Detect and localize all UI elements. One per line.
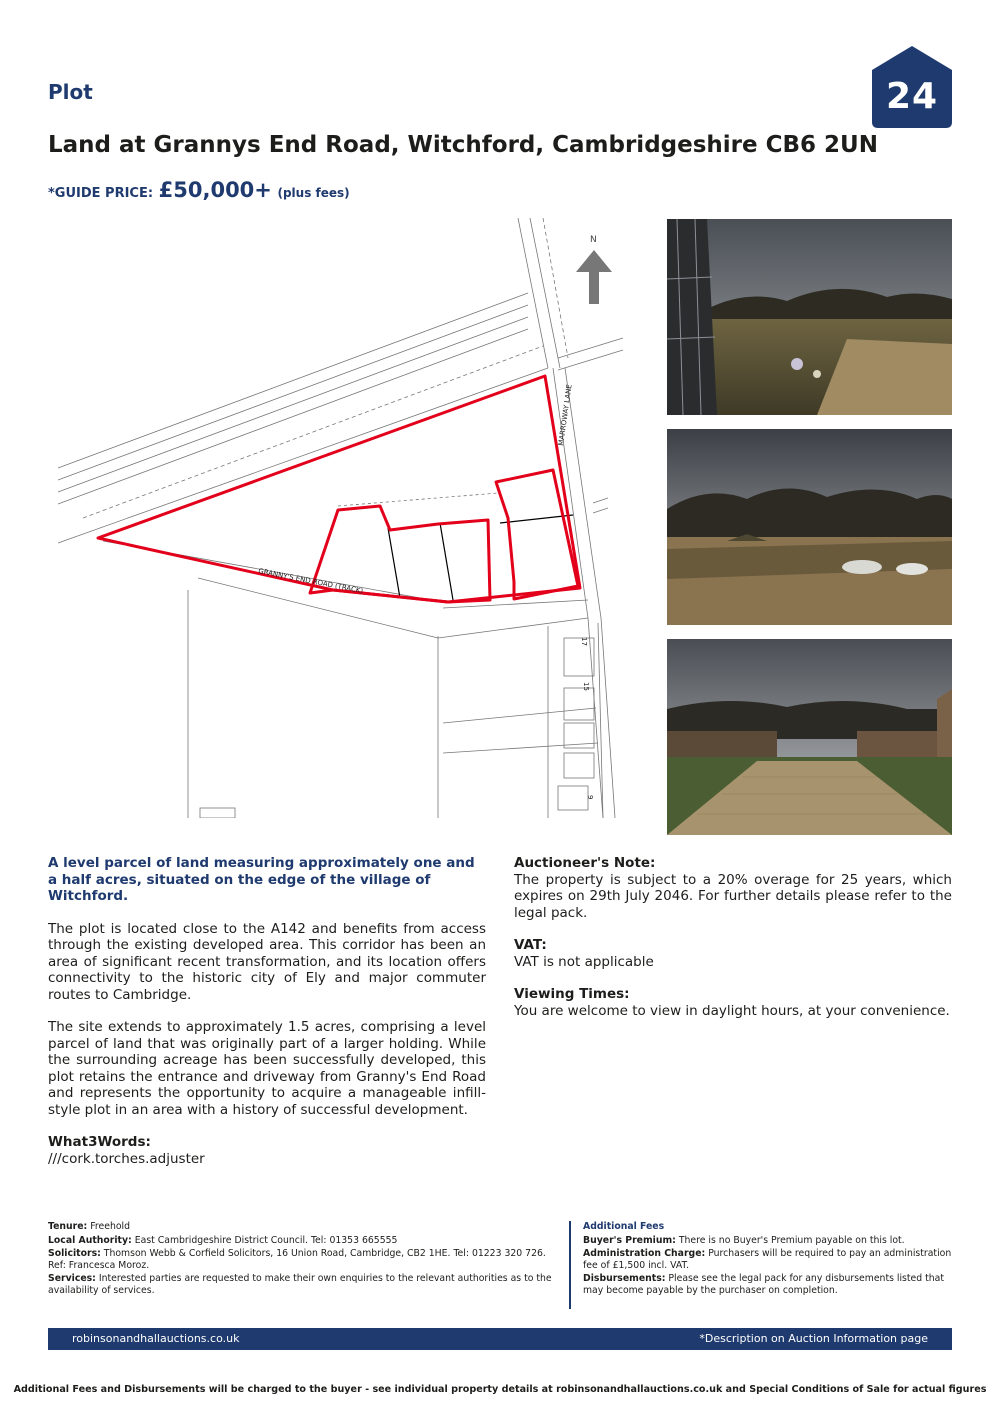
admin-value: Purchasers will be required to pay an administration fee of £1,500 incl. VAT. [583, 1248, 952, 1271]
house-number: 9 [586, 795, 594, 800]
solicitors-value: Thomson Webb & Corfield Solicitors, 16 Union Road, Cambridge, CB2 1HE. Tel: 01223 320 726. Ref: Francesca Moroz. [48, 1248, 546, 1271]
site-photo [667, 639, 952, 835]
property-details [48, 1221, 556, 1298]
guide-price-suffix: (plus fees) [277, 186, 350, 200]
road-label: GRANNY'S END ROAD (TRACK) [257, 567, 364, 596]
house-number: 15 [582, 682, 590, 691]
services-label: Services: [48, 1273, 96, 1284]
premium-label: Buyer's Premium: [583, 1234, 676, 1246]
notes-column [514, 855, 952, 1035]
guide-price [48, 178, 350, 202]
tenure-label: Tenure: [48, 1221, 88, 1232]
guide-price-amount: £50,000+ [158, 178, 272, 202]
site-photo [667, 429, 952, 625]
guide-price-label: *GUIDE PRICE: [48, 186, 154, 201]
solicitors-label: Solicitors: [48, 1248, 101, 1259]
website-link[interactable]: robinsonandhallauctions.co.uk [72, 1332, 240, 1345]
premium-value: There is no Buyer's Premium payable on this lot. [678, 1234, 905, 1246]
viewing-value: You are welcome to view in daylight hours, at your convenience. [514, 1002, 950, 1019]
what3words-label: What3Words: [48, 1134, 151, 1150]
tenure-value: Freehold [90, 1221, 131, 1232]
description-paragraph: The plot is located close to the A142 and benefits from access through the existing developed area. This corridor has been an area of significant recent transformation, and its location offers connectivity to the historic city of Ely and major commuter routes to Cambridge. [48, 920, 486, 1003]
disbursements-value: Please see the legal pack for any disbursements listed that may become payable by the purchaser on completion. [583, 1273, 945, 1296]
site-photo [667, 219, 952, 415]
viewing-label: Viewing Times: [514, 986, 630, 1002]
admin-label: Administration Charge: [583, 1248, 706, 1259]
authority-label: Local Authority: [48, 1234, 132, 1246]
lot-number: 24 [885, 76, 939, 117]
footer-divider [569, 1221, 571, 1309]
north-arrow-icon [576, 250, 612, 304]
house-number: 17 [580, 637, 588, 646]
additional-fees [583, 1221, 952, 1298]
page-category: Plot [48, 80, 93, 104]
fees-heading: Additional Fees [583, 1221, 665, 1232]
vat-value: VAT is not applicable [514, 953, 654, 970]
services-value: Interested parties are requested to make their own enquiries to the relevant authorities as to the availability of services. [48, 1273, 552, 1296]
auctioneer-note-value: The property is subject to a 20% overage for 25 years, which expires on 29th July 2046. For further details please refer to the legal pack. [514, 871, 952, 921]
disbursements-label: Disbursements: [583, 1273, 666, 1284]
auctioneer-note-label: Auctioneer's Note: [514, 855, 656, 871]
page-title: Land at Grannys End Road, Witchford, Cambridgeshire CB6 2UN [48, 132, 878, 158]
lead-paragraph: A level parcel of land measuring approximately one and a half acres, situated on the edge of the village of Witchford. [48, 855, 475, 904]
authority-value: East Cambridgeshire District Council. Tel: 01353 665555 [134, 1234, 398, 1246]
description-column [48, 855, 486, 1183]
lane-label: MARROWAY LANE [557, 383, 574, 447]
what3words-value: ///cork.torches.adjuster [48, 1150, 205, 1167]
description-paragraph: The site extends to approximately 1.5 acres, comprising a level parcel of land that was originally part of a larger holding. While the surrounding acreage has been successfully developed, this plot retains the entrance and driveway from Granny's End Road and represents the opportunity to acquire a manageable infill-style plot in an area with a history of successful development. [48, 1019, 486, 1118]
north-label: N [590, 235, 597, 245]
footer-note: *Description on Auction Information page [699, 1332, 928, 1345]
disclaimer: Additional Fees and Disbursements will be charged to the buyer - see individual property details at robinsonandhallauctions.co.uk and Special Conditions of Sale for actual figures [13, 1384, 987, 1395]
vat-label: VAT: [514, 937, 547, 953]
site-plan-map [48, 218, 628, 818]
